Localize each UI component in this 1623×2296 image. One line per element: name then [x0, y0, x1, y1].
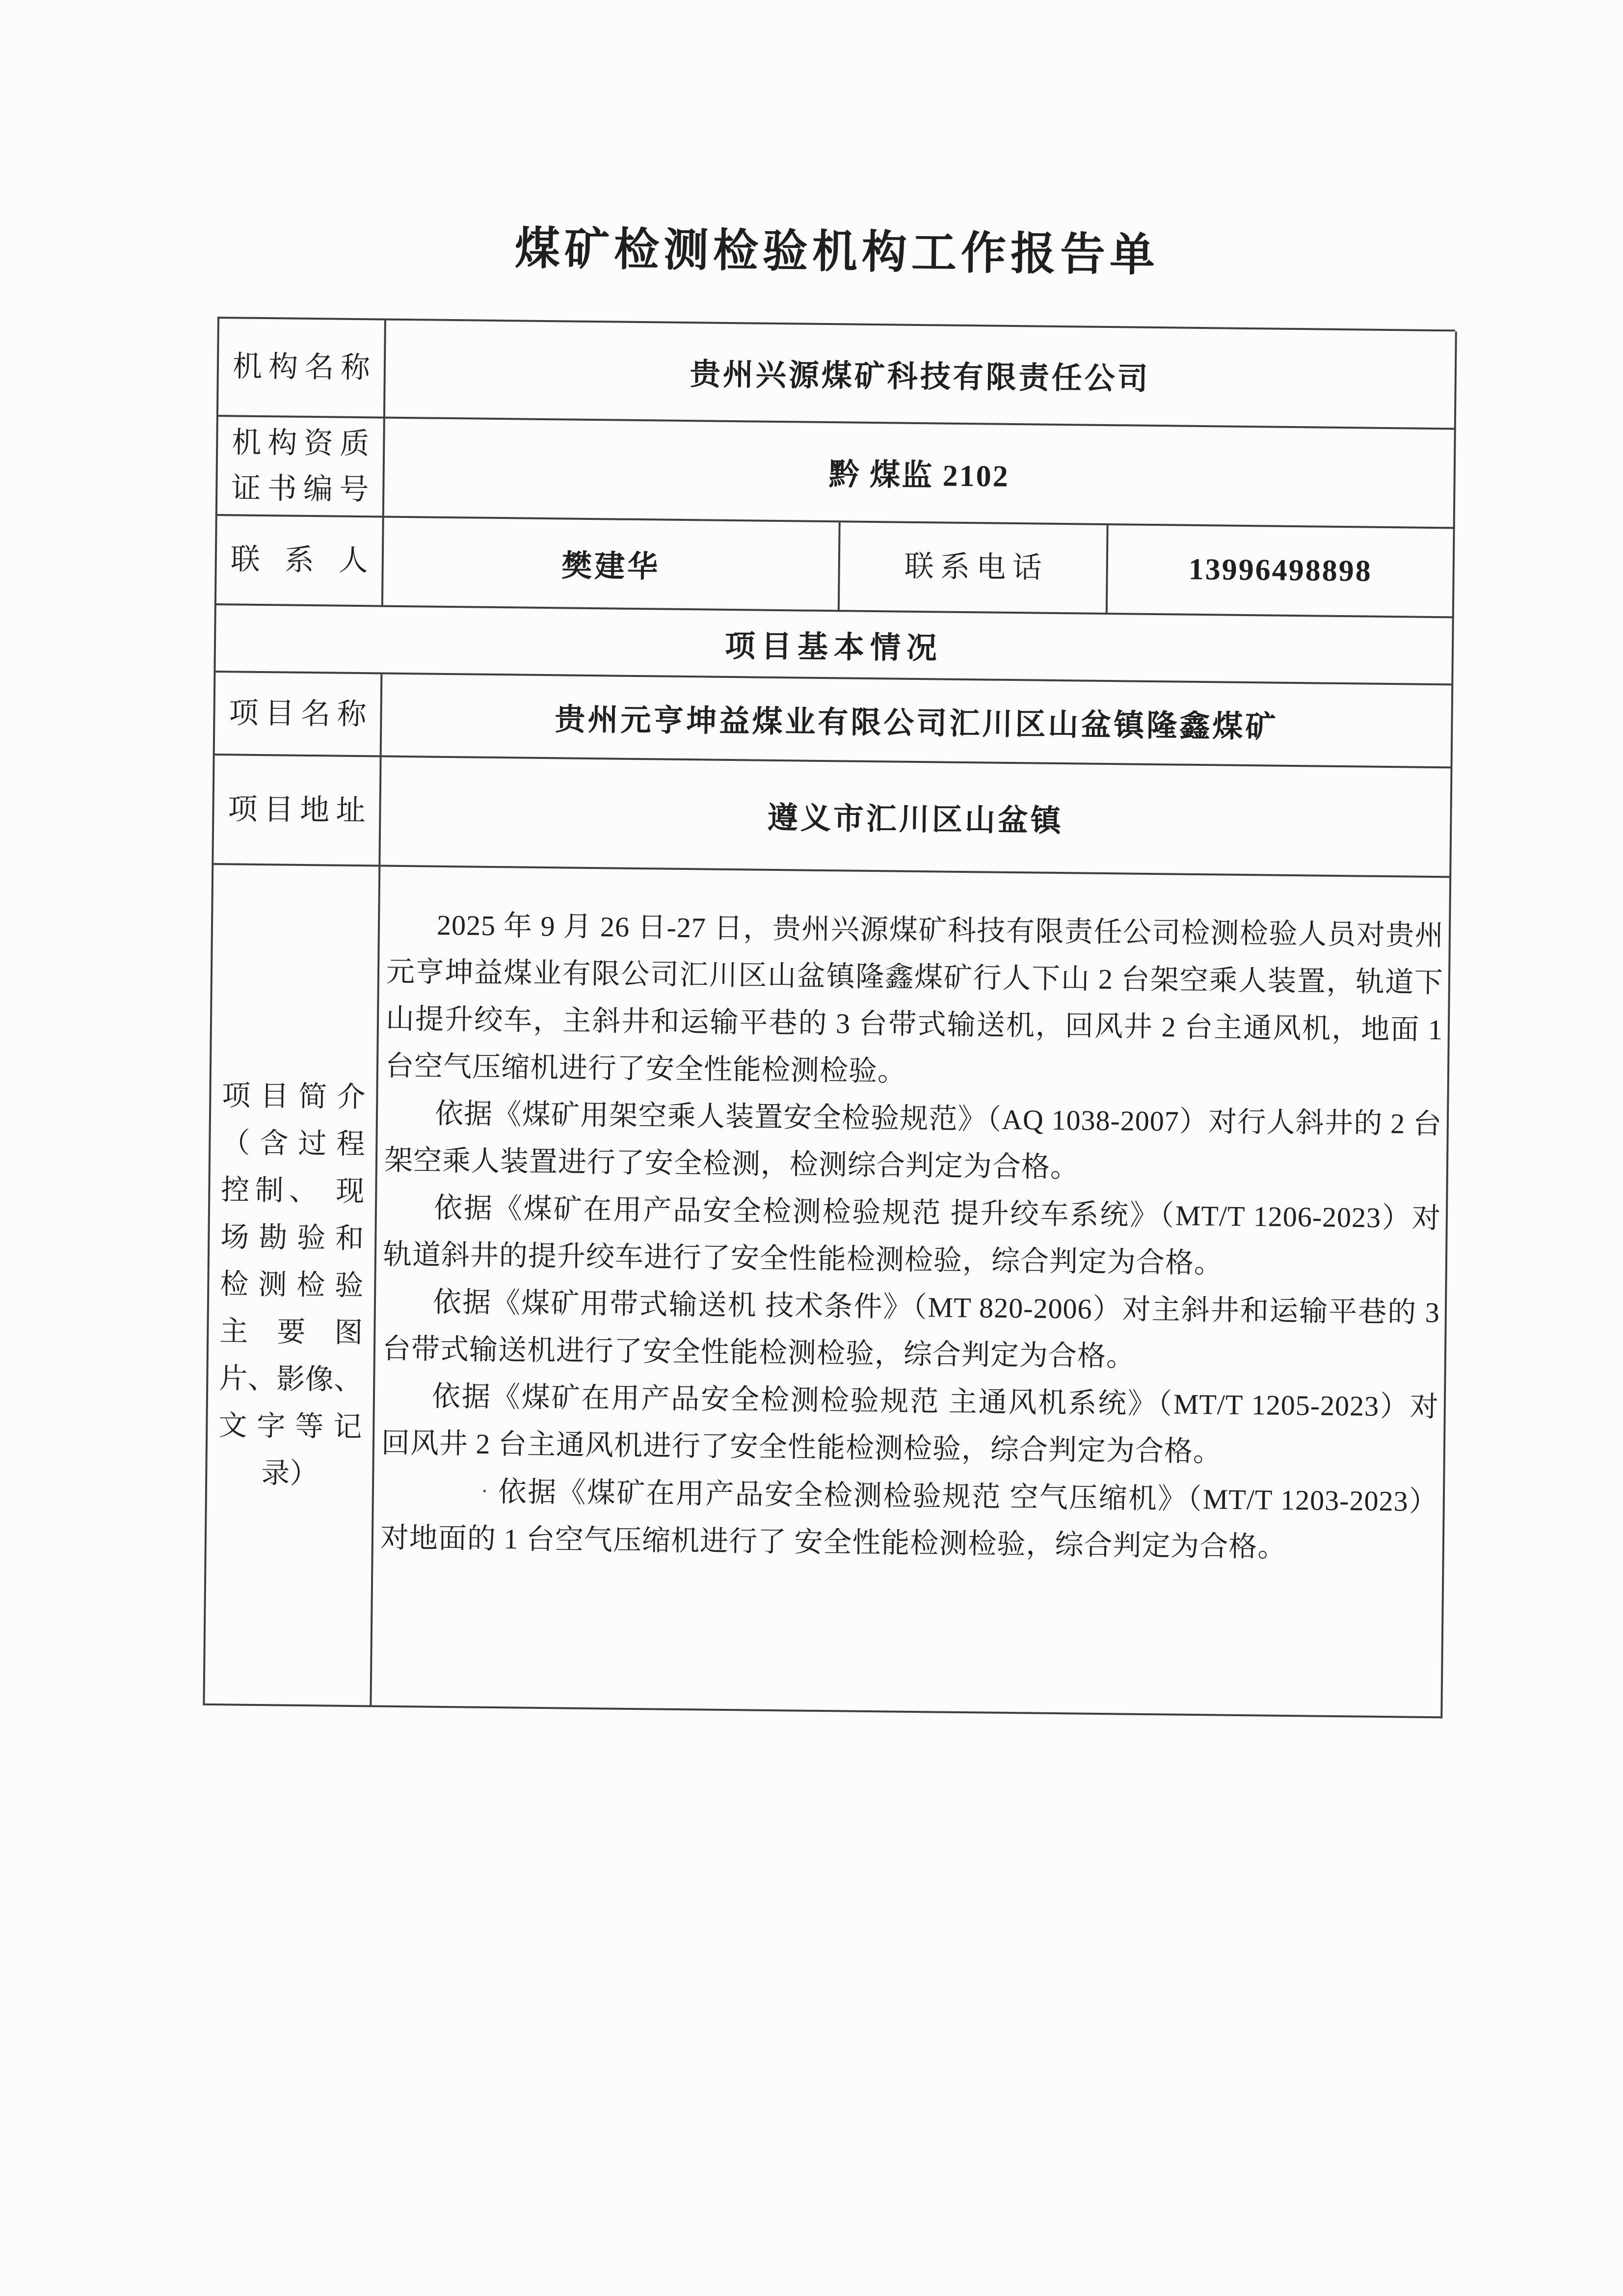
- stray-dot-artifact: ·: [480, 1479, 489, 1503]
- summary-label: [218, 1072, 366, 1498]
- org-name-label-cell: [218, 319, 386, 419]
- phone-label-cell: [840, 522, 1109, 615]
- summary-label-cell: [205, 865, 380, 1707]
- project-name-value: 贵州元亨坤益煤业有限公司汇川区山盆镇隆鑫煤矿: [555, 703, 1278, 744]
- org-name-value: 贵州兴源煤矿科技有限责任公司: [690, 358, 1151, 397]
- project-addr-label-cell: [213, 756, 381, 867]
- summary-content-cell: [372, 866, 1451, 1718]
- summary-paragraph-4: 依据《煤矿用带式输送机 技术条件》（MT 820-2006）对主斜井和运输平巷的 3 台带式输送机进行了安全性能检测检验，综合判定为合格。: [382, 1286, 1440, 1373]
- org-name-value-cell: [385, 320, 1457, 430]
- contact-value: 樊建华: [561, 549, 661, 584]
- project-name-value-cell: [382, 674, 1454, 768]
- summary-label-line-5: 检测检验: [220, 1268, 364, 1302]
- cert-no-label-line-1: 机构资质: [231, 426, 370, 460]
- phone-label: 联系电话: [904, 550, 1042, 584]
- summary-paragraph-1: 2025 年 9 月 26 日-27 日，贵州兴源煤矿科技有限责任公司检测检验人员对贵州元亨坤益煤业有限公司汇川区山盆镇隆鑫煤矿行人下山 2 台架空乘人装置，轨道下山提升绞车，主斜井和运输平巷的 3 台带式输送机，回风井 2 台主通风机，地面 1 台空气压缩机进行了安全性能检测检验。: [385, 909, 1444, 1087]
- summary-label-line-6: 主要图: [219, 1315, 363, 1349]
- project-addr-value-cell: [380, 757, 1452, 878]
- summary-paragraph-3: 依据《煤矿在用产品安全检测检验规范 提升绞车系统》（MT/T 1206-2023）对轨道斜井的提升绞车进行了安全性能检测检验，综合判定为合格。: [383, 1191, 1441, 1279]
- project-addr-value: 遵义市汇川区山盆镇: [767, 801, 1064, 838]
- report-table: [203, 317, 1455, 1718]
- org-name-label: 机构名称: [232, 350, 371, 384]
- summary-paragraph-6: [380, 1466, 1438, 1572]
- phone-value: 13996498898: [1188, 553, 1373, 588]
- summary-label-line-1: 项目简介: [222, 1079, 366, 1113]
- contact-label-cell: [216, 516, 384, 607]
- summary-paragraph-5: 依据《煤矿在用产品安全检测检验规范 主通风机系统》（MT/T 1205-2023）对回风井 2 台主通风机进行了安全性能检测检验，综合判定为合格。: [381, 1380, 1439, 1468]
- phone-value-cell: [1108, 525, 1455, 618]
- project-name-label-cell: [215, 673, 383, 757]
- cert-no-label-cell: [217, 417, 385, 518]
- page-title: 煤矿检测检验机构工作报告单: [514, 223, 1160, 281]
- summary-label-line-4: 场勘验和: [220, 1220, 364, 1255]
- summary-label-line-2: （含过程: [221, 1126, 365, 1161]
- project-addr-label: 项目地址: [228, 793, 366, 827]
- cert-no-label: [231, 420, 370, 513]
- section-header: 项目基本情况: [724, 629, 943, 666]
- summary-label-line-7: 片、影像、: [219, 1362, 363, 1396]
- contact-value-cell: [383, 517, 841, 612]
- cert-no-label-line-2: 证书编号: [231, 472, 369, 506]
- scan-content: [203, 0, 1458, 1718]
- summary-paragraph-2: 依据《煤矿用架空乘人装置安全检验规范》（AQ 1038-2007）对行人斜井的 2 台架空乘人装置进行了安全检测，检测综合判定为合格。: [384, 1097, 1442, 1184]
- cert-no-value: 黔 煤监 2102: [828, 458, 1010, 494]
- project-name-label: 项目名称: [229, 697, 367, 731]
- summary-label-line-9: 录）: [261, 1457, 319, 1490]
- section-header-cell: [215, 605, 1454, 685]
- contact-label: 联系人: [230, 543, 369, 577]
- summary-label-line-3: 控制、 现: [221, 1173, 365, 1208]
- cert-no-value-cell: [384, 418, 1456, 529]
- summary-paragraph-6-text: 依据《煤矿在用产品安全检测检验规范 空气压缩机》（MT/T 1203-2023）对地面的 1 台空气压缩机进行了 安全性能检测检验，综合判定为合格。: [380, 1475, 1438, 1563]
- summary-label-line-8: 文字等记: [218, 1409, 362, 1443]
